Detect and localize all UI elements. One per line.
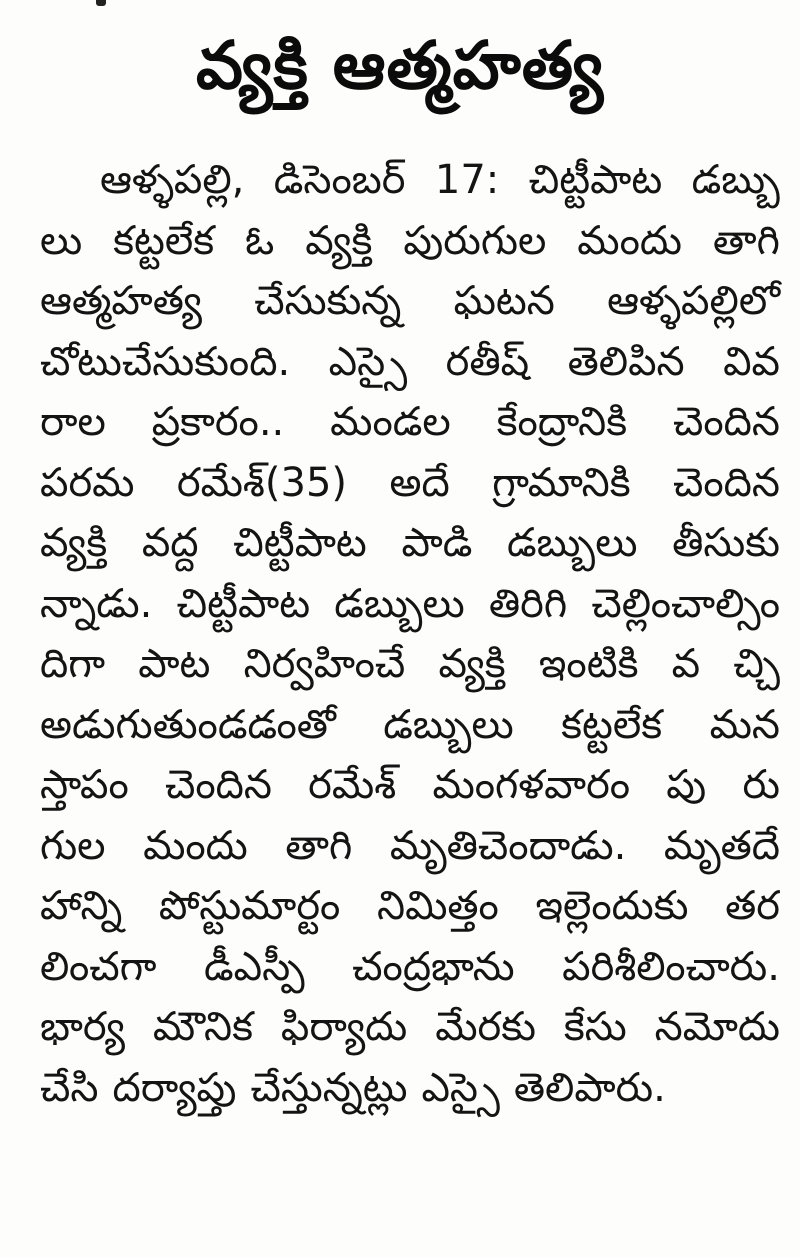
article-word: చిట్టీపాట — [233, 520, 367, 566]
article-word: మృతదే — [663, 822, 780, 869]
column-rule-fragment — [96, 0, 106, 6]
article-word: నిమిత్తం — [377, 883, 499, 929]
article-word: దిగా — [40, 641, 106, 687]
article-word: వ్యక్తి — [305, 217, 373, 264]
article-word: చిట్టీపాట — [176, 580, 311, 627]
article-line — [40, 574, 780, 635]
article-word: భార్య — [40, 1004, 125, 1050]
article-word: మృతిచెందాడు. — [389, 822, 627, 869]
article-line — [40, 453, 780, 514]
article-word: మౌనిక — [152, 1004, 253, 1050]
article-word: రమేశ్ — [308, 762, 397, 808]
article-word: పరిశీలించారు. — [562, 943, 780, 990]
article-word: ప్రకారం.. — [151, 399, 285, 445]
article-line — [40, 211, 780, 272]
article-word: ఘటన — [453, 278, 555, 324]
article-word: ఇల్లెందుకు — [535, 883, 689, 929]
article-word: చేసి — [40, 1064, 99, 1111]
article-word: డీఎస్పీ — [204, 943, 305, 990]
article-line — [40, 937, 780, 998]
article-body — [40, 150, 780, 1118]
article-word: చోటుచేసుకుంది. — [40, 338, 291, 385]
article-word: తర — [725, 883, 780, 929]
article-word: డబ్బులు — [383, 701, 514, 748]
article-word: చెందిన — [672, 399, 780, 445]
article-line — [40, 271, 780, 332]
article-word: మంగళవారం — [432, 762, 631, 808]
article-word: మన — [709, 701, 780, 748]
article-word: ఓ — [245, 217, 275, 264]
article-word: రమేశ్(35) — [176, 459, 348, 506]
article-word: కేంద్రానికి — [496, 399, 628, 445]
article-word: చెల్లించాల్సిం — [591, 580, 780, 627]
article-word: చిట్టీపాట — [528, 157, 663, 203]
article-word: కట్టలేక — [113, 217, 215, 264]
article-word: ఫిర్యాదు — [280, 1004, 408, 1050]
article-line — [40, 513, 780, 574]
article-word: ఎస్సై — [421, 1064, 500, 1111]
article-word: మేరకు — [435, 1004, 536, 1050]
headline: వ్యక్తి ఆత్మహత్య — [195, 27, 605, 104]
article-line — [40, 634, 780, 695]
article-word: హాన్ని — [40, 883, 123, 929]
article-word: తాగి — [285, 822, 353, 869]
article-word: వివ — [723, 338, 780, 385]
article-word: లు — [40, 217, 83, 264]
article-word: ఆళ్ళపల్లి, — [100, 157, 245, 203]
article-word: చేస్తున్నట్లు — [250, 1064, 408, 1111]
article-word: వ — [671, 641, 701, 687]
article-word: తెలిపిన — [567, 338, 685, 385]
article-word: గుల — [40, 822, 106, 869]
article-word: డబ్బులు — [506, 520, 638, 566]
article-line — [40, 755, 780, 816]
article-line — [40, 1058, 780, 1119]
article-line — [40, 997, 780, 1058]
article-word: చేసుకున్న — [254, 278, 402, 324]
article-word: తీసుకు — [672, 520, 780, 566]
article-word: దర్యాప్తు — [112, 1064, 237, 1111]
article-word: మందు — [577, 217, 682, 264]
article-word: అడుగుతుండడంతో — [40, 701, 336, 748]
article-word: అదే — [389, 459, 450, 506]
article-word: మండల — [330, 399, 451, 445]
article-line — [40, 150, 780, 211]
article-word: కట్టలేక — [561, 701, 663, 748]
article-word: చ్చి — [733, 641, 780, 687]
article-word: పరమ — [40, 459, 135, 506]
article-line — [40, 695, 780, 756]
article-word: స్తాపం — [40, 762, 129, 808]
article-word: ఆత్మహత్య — [40, 278, 202, 324]
article-word: గ్రామానికి — [492, 459, 631, 506]
article-word: పురుగుల — [403, 217, 547, 264]
article-word: వద్ద — [141, 520, 199, 566]
article-word: రు — [742, 762, 780, 808]
article-word: డబ్బు — [691, 157, 780, 203]
article-word: ఆళ్ళపల్లిలో — [607, 278, 780, 324]
article-word: 17: — [434, 157, 500, 203]
article-word: డిసెంబర్ — [273, 157, 406, 203]
article-line — [40, 876, 780, 937]
article-word: పు — [666, 762, 707, 808]
article-word: రాల — [40, 399, 106, 445]
article-word: నిర్వహించే — [243, 641, 406, 687]
article-word: వ్యక్తి — [40, 520, 108, 566]
article-word: లించగా — [40, 943, 157, 990]
article-word: రతీష్ — [445, 338, 530, 385]
article-line — [40, 816, 780, 877]
article-word: చెందిన — [164, 762, 272, 808]
article-word: పాడి — [401, 520, 473, 566]
article-word: తిరిగి — [488, 580, 568, 627]
article-word: తాగి — [712, 217, 780, 264]
article-word: వ్యక్తి — [438, 641, 506, 687]
article-word: చెందిన — [673, 459, 780, 506]
article-word: తెలిపారు. — [513, 1064, 666, 1111]
article-word: ఎస్సై — [328, 338, 408, 385]
article-word: ఇంటికి — [538, 641, 639, 687]
article-word: పోస్టుమార్టం — [158, 883, 341, 929]
article-word: మందు — [143, 822, 248, 869]
article-word: పాట — [138, 641, 211, 687]
article-word: న్నాడు. — [40, 580, 153, 627]
article-word: నమోదు — [654, 1004, 780, 1050]
article-word: కేసు — [563, 1004, 627, 1050]
article-word: చంద్రభాను — [352, 943, 515, 990]
article-line — [40, 392, 780, 453]
article-word: డబ్బులు — [334, 580, 465, 627]
article-line — [40, 332, 780, 393]
